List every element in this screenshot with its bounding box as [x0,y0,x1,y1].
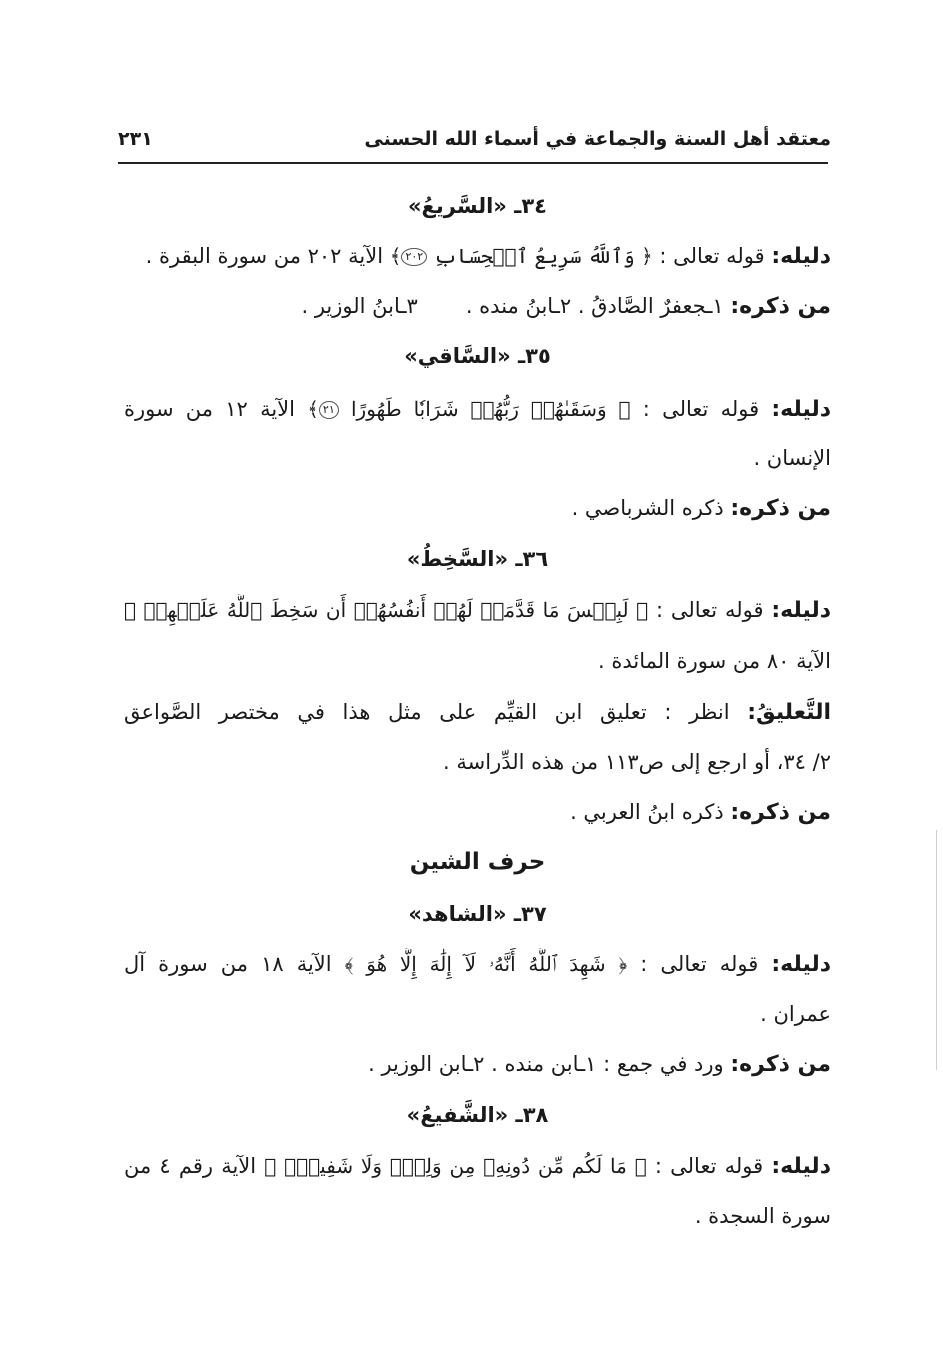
daleel-label: دليله: [771,598,831,623]
quran-quote: ﴿ شَهِدَ ٱللَّهُ أَنَّهُۥ لَآ إِلَٰهَ إِلَّا هُوَ ﴾ [344,952,628,976]
quote-close: ﴾ [307,397,319,421]
entry-34-dhikr [124,290,831,323]
dhikr-text: ذكره الشرباصي . [571,496,731,520]
quran-quote: ﴿ مَا لَكُم مِّن دُونِهِۦ مِن وَلِيّٖ وَلَا شَفِيعٍۚ ﴾ [264,1154,647,1178]
entry-36-daleel [124,594,831,627]
page-number: ٢٣١ [118,128,153,150]
entry-36-taliq-cont: ٢/ ٣٤، أو ارجع إلى ص١١٣ من هذه الدِّراسة . [443,750,831,774]
entry-38-daleel [124,1150,831,1183]
daleel-intro: قوله تعالى : [627,952,772,976]
running-header-title: معتقد أهل السنة والجماعة في أسماء الله الحسنى [364,128,831,150]
entry-37-daleel [124,948,831,981]
entry-38-daleel-cont: سورة السجدة . [694,1204,831,1228]
quran-quote: ﴿ لَبِئۡسَ مَا قَدَّمَتۡ لَهُمۡ أَنفُسُهُمۡ أَن سَخِطَ ٱللَّهُ عَلَيۡهِمۡ ﴾ [124,598,649,622]
daleel-label: دليله: [771,952,831,977]
taliq-label: التَّعليقُ: [747,700,831,725]
scan-edge-mark [936,830,937,1070]
entry-heading-34: ٣٤ـ «السَّريعُ» [407,194,547,218]
entry-35-daleel [124,393,831,426]
dhikr-item-2: ٢ـابنُ منده . [465,294,578,318]
dhikr-label: من ذكره: [730,1052,831,1077]
dhikr-item-1: ١ـجعفرٌ الصَّادقُ . [577,294,731,318]
daleel-reference: الآية رقم ٤ من [124,1154,265,1178]
entry-34-daleel [124,240,831,273]
daleel-intro: قوله تعالى : [648,598,772,622]
daleel-label: دليله: [771,1154,831,1179]
entry-36-taliq [124,696,831,729]
dhikr-label: من ذكره: [730,496,831,521]
daleel-intro: قوله تعالى : [630,397,772,421]
entry-36-daleel-cont: الآية ٨٠ من سورة المائدة . [598,649,831,673]
daleel-label: دليله: [771,397,831,422]
quran-quote: ﴿ وَسَقَىٰهُمۡ رَبُّهُمۡ شَرَابٗا طَهُورًا [350,397,631,421]
daleel-intro: قوله تعالى : [652,244,772,268]
section-heading: حرف الشين [409,849,546,875]
dhikr-text: ذكره ابنُ العربي . [570,800,731,824]
entry-heading-36: ٣٦ـ «السَّخِطُ» [406,547,549,571]
daleel-reference: الآية ١٨ من سورة آل [124,952,345,976]
daleel-label: دليله: [771,244,831,269]
entry-37-daleel-cont: عمران . [760,1002,831,1026]
verse-number-marker: ٢٠٢ [401,248,427,266]
dhikr-item-3: ٣ـابنُ الوزير . [301,294,418,318]
dhikr-label: من ذكره: [730,294,831,319]
entry-heading-35: ٣٥ـ «السَّاقي» [404,344,551,368]
daleel-reference: الآية ١٢ من سورة [124,397,308,421]
quote-close: ﴾ [389,244,402,268]
entry-37-dhikr [124,1048,831,1081]
entry-35-dhikr [124,492,831,525]
entry-36-dhikr [124,796,831,829]
entry-heading-38: ٣٨ـ «الشَّفيعُ» [406,1103,549,1127]
daleel-reference: الآية ٢٠٢ من سورة البقرة . [145,244,390,268]
verse-number-marker: ٢١ [319,401,339,419]
daleel-intro: قوله تعالى : [646,1154,772,1178]
taliq-text: انظر : تعليق ابن القيِّم على مثل هذا في مختصر الصَّواعق [124,700,748,724]
dhikr-text: ورد في جمع : ١ـابن منده . ٢ـابن الوزير . [368,1052,731,1076]
header-divider [118,162,828,164]
entry-35-daleel-cont: الإنسان . [753,446,831,470]
entry-heading-37: ٣٧ـ «الشاهد» [408,902,547,926]
quran-quote: ﴿ وَٱللَّهُ سَرِيعُ ٱلۡحِسَابِ [433,244,653,268]
dhikr-label: من ذكره: [730,800,831,825]
